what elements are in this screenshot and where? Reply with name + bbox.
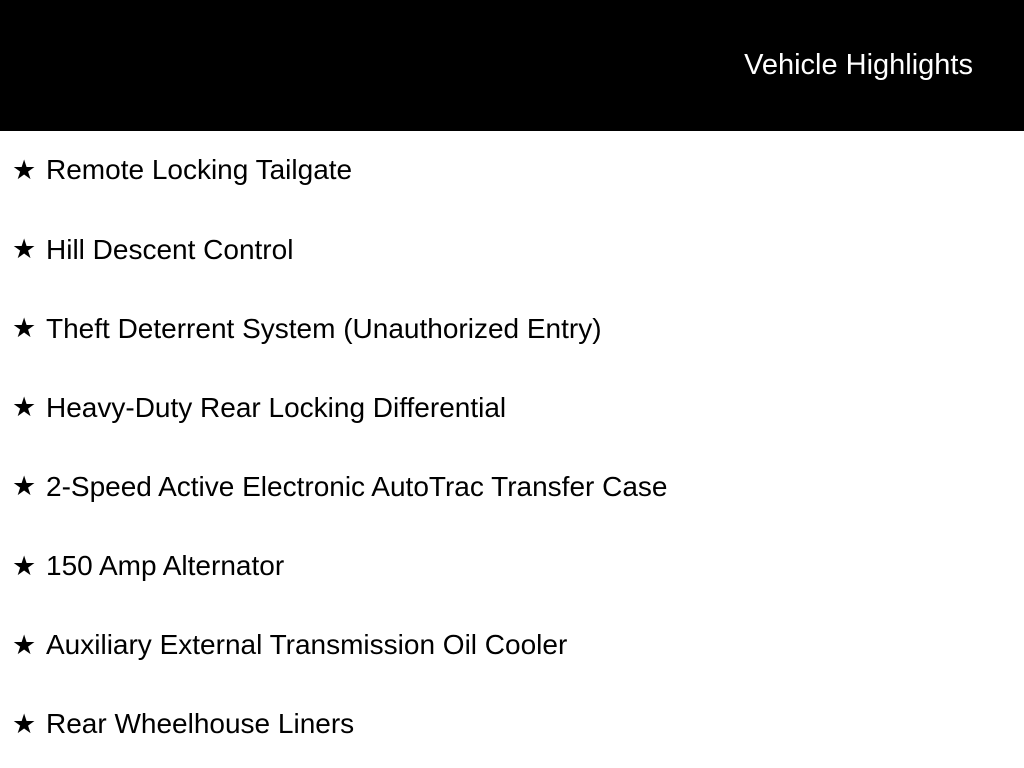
list-item-text: 2-Speed Active Electronic AutoTrac Transfer Case xyxy=(46,470,668,502)
list-item-text: 150 Amp Alternator xyxy=(46,549,285,581)
list-item xyxy=(0,685,1024,764)
list-item xyxy=(0,447,1024,526)
list-item-text: Heavy-Duty Rear Locking Differential xyxy=(46,391,507,423)
list-item-text: Remote Locking Tailgate xyxy=(46,154,353,186)
star-icon: ★ xyxy=(12,550,37,581)
list-item-text: Hill Descent Control xyxy=(46,233,294,265)
page-title: Vehicle Highlights xyxy=(744,49,973,81)
star-icon: ★ xyxy=(12,708,37,739)
list-item-text: Theft Deterrent System (Unauthorized Entry) xyxy=(46,312,602,344)
list-item xyxy=(0,131,1024,210)
list-item xyxy=(0,368,1024,447)
star-icon: ★ xyxy=(12,392,37,423)
star-icon: ★ xyxy=(12,313,37,344)
star-icon: ★ xyxy=(12,629,37,660)
list-item xyxy=(0,606,1024,685)
star-icon: ★ xyxy=(12,234,37,265)
list-item-text: Auxiliary External Transmission Oil Cooler xyxy=(46,629,568,661)
highlights-list xyxy=(0,131,1024,764)
star-icon: ★ xyxy=(12,155,37,186)
list-item xyxy=(0,526,1024,605)
star-icon: ★ xyxy=(12,471,37,502)
list-item xyxy=(0,289,1024,368)
list-item xyxy=(0,210,1024,289)
list-item-text: Rear Wheelhouse Liners xyxy=(46,708,355,740)
header-bar xyxy=(0,0,1024,131)
